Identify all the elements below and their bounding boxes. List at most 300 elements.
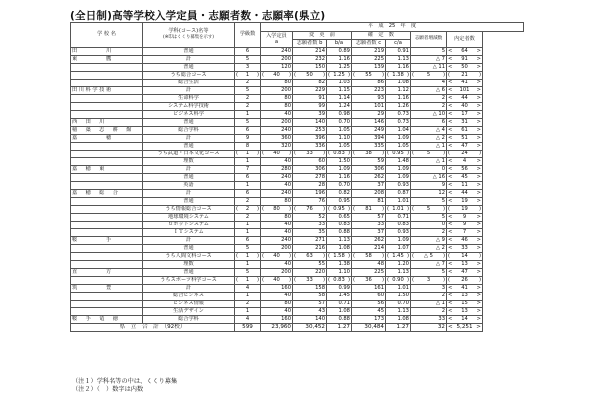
bracket-close: > xyxy=(476,284,481,291)
paren-close: ) xyxy=(347,205,350,212)
cell-br: 0.70 xyxy=(327,119,352,127)
paren-open: ( xyxy=(448,205,451,212)
cell-q xyxy=(261,276,293,284)
paren-close: ) xyxy=(381,150,384,157)
cell-br: 0.71 xyxy=(327,300,352,308)
footnote-1: （注１）学科名等の中は、くくり募集 xyxy=(72,378,178,385)
cell-d: △ 2 xyxy=(411,245,447,253)
table-row xyxy=(71,79,524,87)
cell-br: 0.65 xyxy=(327,213,352,221)
cell-br: 0.99 xyxy=(327,284,352,292)
cell-value: 0.83 xyxy=(333,150,345,157)
cell-b: 336 xyxy=(293,142,327,150)
cell-o xyxy=(447,158,483,166)
cell-cr: 0.73 xyxy=(386,119,411,127)
cell-b: 91 xyxy=(293,95,327,103)
paren-close: ) xyxy=(381,253,384,259)
paren-open: ( xyxy=(328,205,331,212)
paren-open: ( xyxy=(328,253,331,259)
cell-q: 280 xyxy=(261,166,293,174)
header-course-note: (※印はくくり募集を示す) xyxy=(162,35,214,41)
cell-q: 360 xyxy=(261,134,293,142)
cell-b: 140 xyxy=(293,316,327,324)
cell-d: 4 xyxy=(411,79,447,87)
cell-d: 6 xyxy=(411,119,447,127)
cell-o xyxy=(447,87,483,95)
bracket-open: < xyxy=(448,118,453,125)
cell-school xyxy=(71,103,143,111)
cell-school: 直 方 xyxy=(71,268,143,276)
cell-c: 146 xyxy=(352,119,386,127)
bracket-open: < xyxy=(448,213,453,220)
cell-value: 26 xyxy=(461,276,468,283)
paren-close: ) xyxy=(381,205,384,212)
table-row xyxy=(71,55,524,63)
cell-c: 219 xyxy=(352,48,386,56)
bracket-open: < xyxy=(448,126,453,133)
cell-course: 計 xyxy=(143,166,235,174)
cell-course: 計 xyxy=(143,284,235,292)
cell-d: 0 xyxy=(411,221,447,229)
cell-cr: 1.16 xyxy=(386,95,411,103)
cell-cl: 2 xyxy=(235,79,261,87)
cell-cr: 1.09 xyxy=(386,166,411,174)
cell-course: 総合学科 xyxy=(143,126,235,134)
cell-course: 普通 xyxy=(143,197,235,205)
cell-course: うち総合コース xyxy=(143,71,235,79)
paren-open: ( xyxy=(448,276,451,283)
header-course-label: 学科(コース)名等 xyxy=(168,28,209,35)
paren-open: ( xyxy=(328,276,331,283)
cell-b xyxy=(293,253,327,261)
cell-course: 計 xyxy=(143,237,235,245)
cell-q: 240 xyxy=(261,237,293,245)
table-row xyxy=(71,268,524,276)
paren-open: ( xyxy=(236,253,239,259)
cell-value: 64 xyxy=(461,47,468,54)
cell-b: 220 xyxy=(293,268,327,276)
cell-value: 1 xyxy=(245,253,250,259)
paren-open: ( xyxy=(294,253,297,259)
cell-cl: 1 xyxy=(235,261,261,269)
cell-d: △ 2 xyxy=(411,134,447,142)
cell-cr: 1.20 xyxy=(386,261,411,269)
cell-q: 40 xyxy=(261,221,293,229)
table-row xyxy=(71,316,524,324)
table-row xyxy=(71,134,524,142)
cell-o xyxy=(447,142,483,150)
cell-course: 普通 xyxy=(143,119,235,127)
cell-o xyxy=(447,253,483,261)
cell-d: △ 9 xyxy=(411,237,447,245)
bracket-close: > xyxy=(476,197,481,204)
paren-close: ) xyxy=(347,150,350,157)
paren-close: ) xyxy=(347,276,350,283)
paren-close: ) xyxy=(406,71,409,78)
cell-cl: 8 xyxy=(235,142,261,150)
paren-open: ( xyxy=(412,71,415,78)
cell-d: 12 xyxy=(411,190,447,198)
cell-school xyxy=(71,71,143,79)
cell-value: 14 xyxy=(461,316,468,323)
cell-value: 21 xyxy=(461,71,468,78)
cell-o xyxy=(447,166,483,174)
cell-c xyxy=(352,276,386,284)
cell-d: 0 xyxy=(411,166,447,174)
cell-o xyxy=(447,48,483,56)
cell-c: 214 xyxy=(352,245,386,253)
cell-cl: 1 xyxy=(235,221,261,229)
cell-c: 60 xyxy=(352,292,386,300)
cell-cr: 1.08 xyxy=(386,316,411,324)
header-rate-ba: b/a xyxy=(327,40,352,48)
bracket-close: > xyxy=(476,126,481,133)
cell-c: 306 xyxy=(352,166,386,174)
cell-c: 37 xyxy=(352,182,386,190)
cell-b: 396 xyxy=(293,134,327,142)
paren-close: ) xyxy=(288,71,291,78)
table-row xyxy=(71,197,524,205)
cell-value: 45 xyxy=(461,174,468,181)
cell-course: 普通 xyxy=(143,63,235,71)
cell-q: 40 xyxy=(261,158,293,166)
paren-open: ( xyxy=(262,205,265,212)
cell-o xyxy=(447,126,483,134)
cell-c: 37 xyxy=(352,229,386,237)
cell-c xyxy=(352,253,386,261)
header-classes: 学級数 xyxy=(235,23,261,48)
cell-course: 理数 xyxy=(143,158,235,166)
cell-value: 5 xyxy=(426,205,431,212)
cell-c: 45 xyxy=(352,308,386,316)
table-row xyxy=(71,292,524,300)
cell-value: 1.01 xyxy=(392,205,404,212)
cell-school xyxy=(71,276,143,284)
cell-b: 58 xyxy=(293,292,327,300)
cell-b: 28 xyxy=(293,182,327,190)
cell-br: 1.05 xyxy=(327,142,352,150)
cell-cl xyxy=(235,71,261,79)
paren-open: ( xyxy=(262,253,265,259)
cell-value: 31 xyxy=(461,118,468,125)
paren-close: ) xyxy=(322,150,325,157)
cell-br: 1.10 xyxy=(327,268,352,276)
bracket-open: < xyxy=(448,142,453,149)
cell-value: 91 xyxy=(461,55,468,62)
paren-close: ) xyxy=(406,150,409,157)
bracket-close: > xyxy=(476,110,481,117)
paren-close: ) xyxy=(478,205,481,212)
cell-b: 306 xyxy=(293,166,327,174)
table-row xyxy=(71,48,524,56)
cell-course: ビジネス科学 xyxy=(143,111,235,119)
cell-o xyxy=(447,268,483,276)
cell-school xyxy=(71,79,143,87)
cell-value: 61 xyxy=(461,126,468,133)
cell-o xyxy=(447,284,483,292)
cell-cr: 0.70 xyxy=(386,300,411,308)
cell-b xyxy=(293,276,327,284)
cell-school xyxy=(71,253,143,261)
cell-b: 39 xyxy=(293,111,327,119)
cell-br: 1.13 xyxy=(327,237,352,245)
paren-close: ) xyxy=(256,205,259,212)
cell-school: 稲 築 志 耕 館 xyxy=(71,126,143,134)
cell-o xyxy=(447,245,483,253)
table-row xyxy=(71,174,524,182)
cell-value: 0.95 xyxy=(333,205,345,212)
cell-school xyxy=(71,292,143,300)
cell-school xyxy=(71,142,143,150)
header-quota-sym: a xyxy=(274,38,279,45)
cell-cl: 1 xyxy=(235,292,261,300)
summary-row xyxy=(71,324,524,332)
cell-q: 160 xyxy=(261,316,293,324)
cell-value: 55 xyxy=(365,71,372,78)
cell-value: 13 xyxy=(461,260,468,267)
cell-d: 5 xyxy=(411,213,447,221)
cell-cl: 3 xyxy=(235,63,261,71)
cell-q: 240 xyxy=(261,126,293,134)
bracket-open: < xyxy=(448,316,453,323)
cell-c: 225 xyxy=(352,55,386,63)
cell-cr: 0.93 xyxy=(386,182,411,190)
cell-cl xyxy=(235,150,261,158)
bracket-open: < xyxy=(448,55,453,62)
cell-b: 196 xyxy=(293,190,327,198)
paren-close: ) xyxy=(406,253,409,259)
cell-br: 1.08 xyxy=(327,245,352,253)
cell-q: 40 xyxy=(261,308,293,316)
cell-d: 33 xyxy=(411,316,447,324)
cell-value: 36 xyxy=(365,276,372,283)
cell-school: 田 川 xyxy=(71,48,143,56)
cell-d xyxy=(411,276,447,284)
cell-d: 3 xyxy=(411,284,447,292)
table-row xyxy=(71,221,524,229)
cell-q: 120 xyxy=(261,63,293,71)
cell-value: 13 xyxy=(461,292,468,299)
cell-br: 0.89 xyxy=(327,48,352,56)
bracket-open: < xyxy=(448,260,453,267)
cell-cr: 1.12 xyxy=(386,87,411,95)
cell-c xyxy=(352,150,386,158)
cell-value: 40 xyxy=(273,276,280,283)
cell-d xyxy=(411,71,447,79)
paren-close: ) xyxy=(478,253,481,259)
cell-cr xyxy=(386,150,411,158)
cell-d: 5 xyxy=(411,197,447,205)
bracket-close: > xyxy=(476,87,481,94)
summary-o xyxy=(447,324,483,332)
cell-b: 57 xyxy=(293,300,327,308)
cell-q: 80 xyxy=(261,213,293,221)
cell-cr: 1.08 xyxy=(386,79,411,87)
paren-open: ( xyxy=(448,150,451,157)
paren-close: ) xyxy=(322,205,325,212)
cell-cr: 0.71 xyxy=(386,213,411,221)
cell-c: 59 xyxy=(352,158,386,166)
cell-c: 56 xyxy=(352,300,386,308)
header-quota xyxy=(261,32,293,48)
bracket-open: < xyxy=(448,197,453,204)
cell-d: △ 4 xyxy=(411,126,447,134)
cell-c xyxy=(352,71,386,79)
cell-d: △ 7 xyxy=(411,55,447,63)
cell-o xyxy=(447,292,483,300)
footnote-2: （注２）（ ）数字は内数 xyxy=(72,386,144,393)
cell-cl: 2 xyxy=(235,95,261,103)
cell-cr: 1.26 xyxy=(386,103,411,111)
bracket-close: > xyxy=(476,229,481,236)
cell-c: 161 xyxy=(352,284,386,292)
cell-c xyxy=(352,205,386,213)
bracket-open: < xyxy=(448,95,453,102)
cell-q xyxy=(261,205,293,213)
summary-br: 1.27 xyxy=(327,324,352,332)
cell-value: 101 xyxy=(459,87,470,94)
cell-br: 1.15 xyxy=(327,87,352,95)
bracket-open: < xyxy=(448,158,453,165)
bracket-close: > xyxy=(476,79,481,86)
cell-o xyxy=(447,71,483,79)
cell-b: 214 xyxy=(293,48,327,56)
cell-b: 253 xyxy=(293,126,327,134)
cell-cl: 6 xyxy=(235,48,261,56)
cell-q: 240 xyxy=(261,48,293,56)
paren-close: ) xyxy=(478,276,481,283)
cell-value: 0.90 xyxy=(392,276,404,283)
paren-open: ( xyxy=(294,205,297,212)
cell-q: 200 xyxy=(261,245,293,253)
cell-c: 48 xyxy=(352,261,386,269)
paren-open: ( xyxy=(294,276,297,283)
cell-school xyxy=(71,213,143,221)
summary-b: 30,452 xyxy=(293,324,327,332)
paren-open: ( xyxy=(236,150,239,157)
table-row xyxy=(71,300,524,308)
cell-value: 1.38 xyxy=(392,71,404,78)
cell-br: 1.14 xyxy=(327,95,352,103)
cell-cl: 2 xyxy=(235,300,261,308)
bracket-close: > xyxy=(476,158,481,165)
cell-br: 1.09 xyxy=(327,166,352,174)
cell-value: 13 xyxy=(461,308,468,315)
cell-value: 3 xyxy=(426,276,431,283)
paren-open: ( xyxy=(294,71,297,78)
cell-cr: 0.83 xyxy=(386,221,411,229)
cell-cr: 1.04 xyxy=(386,126,411,134)
bracket-open: < xyxy=(448,166,453,173)
paren-close: ) xyxy=(442,205,445,212)
paren-close: ) xyxy=(256,71,259,78)
cell-value: 41 xyxy=(461,284,468,291)
cell-value: 4 xyxy=(462,158,467,165)
summary-d: 32 xyxy=(411,324,447,332)
cell-o xyxy=(447,79,483,87)
cell-d: △ 1 xyxy=(411,300,447,308)
cell-course: 英語 xyxy=(143,182,235,190)
bracket-close: > xyxy=(476,189,481,196)
cell-cl: 6 xyxy=(235,174,261,182)
cell-b xyxy=(293,150,327,158)
cell-cr: 1.50 xyxy=(386,292,411,300)
paren-open: ( xyxy=(412,205,415,212)
table-row xyxy=(71,182,524,190)
paren-open: ( xyxy=(448,71,451,78)
table-row xyxy=(71,213,524,221)
bracket-close: > xyxy=(476,142,481,149)
paren-close: ) xyxy=(288,276,291,283)
cell-cr: 1.01 xyxy=(386,197,411,205)
cell-b: 140 xyxy=(293,119,327,127)
cell-school xyxy=(71,261,143,269)
paren-open: ( xyxy=(262,71,265,78)
cell-c: 29 xyxy=(352,111,386,119)
cell-q: 80 xyxy=(261,103,293,111)
bracket-open: < xyxy=(448,189,453,196)
cell-school: 嘉 穂 xyxy=(71,134,143,142)
bracket-close: > xyxy=(476,103,481,110)
cell-value: 7 xyxy=(462,229,467,236)
cell-d: △ 10 xyxy=(411,111,447,119)
cell-o xyxy=(447,174,483,182)
bracket-open: < xyxy=(448,87,453,94)
cell-value: 0.95 xyxy=(392,150,404,157)
cell-cr: 0.73 xyxy=(386,111,411,119)
cell-br: 0.88 xyxy=(327,229,352,237)
cell-b: 33 xyxy=(293,221,327,229)
cell-course: 計 xyxy=(143,55,235,63)
header-rate-ca: c/a xyxy=(386,40,411,48)
cell-c: 394 xyxy=(352,134,386,142)
bracket-close: > xyxy=(476,292,481,299)
summary-offers-value: 5,251 xyxy=(456,323,473,330)
cell-school xyxy=(71,308,143,316)
table-row xyxy=(71,71,524,79)
header-c-sym: c xyxy=(378,39,382,46)
cell-cl xyxy=(235,253,261,261)
cell-c: 93 xyxy=(352,95,386,103)
cell-b: 60 xyxy=(293,158,327,166)
cell-school: 嘉 穂 東 xyxy=(71,166,143,174)
cell-d: 9 xyxy=(411,182,447,190)
bracket-open: < xyxy=(448,181,453,188)
cell-school xyxy=(71,150,143,158)
paren-open: ( xyxy=(236,205,239,212)
cell-d: 5 xyxy=(411,48,447,56)
cell-o xyxy=(447,261,483,269)
cell-c: 101 xyxy=(352,103,386,111)
cell-b: 35 xyxy=(293,229,327,237)
table-row xyxy=(71,276,524,284)
cell-cl: 6 xyxy=(235,237,261,245)
cell-value: 46 xyxy=(461,237,468,244)
cell-q: 320 xyxy=(261,142,293,150)
cell-value: 33 xyxy=(306,150,313,157)
cell-o xyxy=(447,63,483,71)
cell-course: ロボットシステム xyxy=(143,221,235,229)
cell-value: 51 xyxy=(461,134,468,141)
bracket-close: > xyxy=(476,245,481,252)
cell-c: 249 xyxy=(352,126,386,134)
cell-value: 44 xyxy=(461,189,468,196)
table-row xyxy=(71,166,524,174)
table-row xyxy=(71,103,524,111)
cell-c: 223 xyxy=(352,87,386,95)
cell-c: 57 xyxy=(352,213,386,221)
cell-b: 76 xyxy=(293,197,327,205)
